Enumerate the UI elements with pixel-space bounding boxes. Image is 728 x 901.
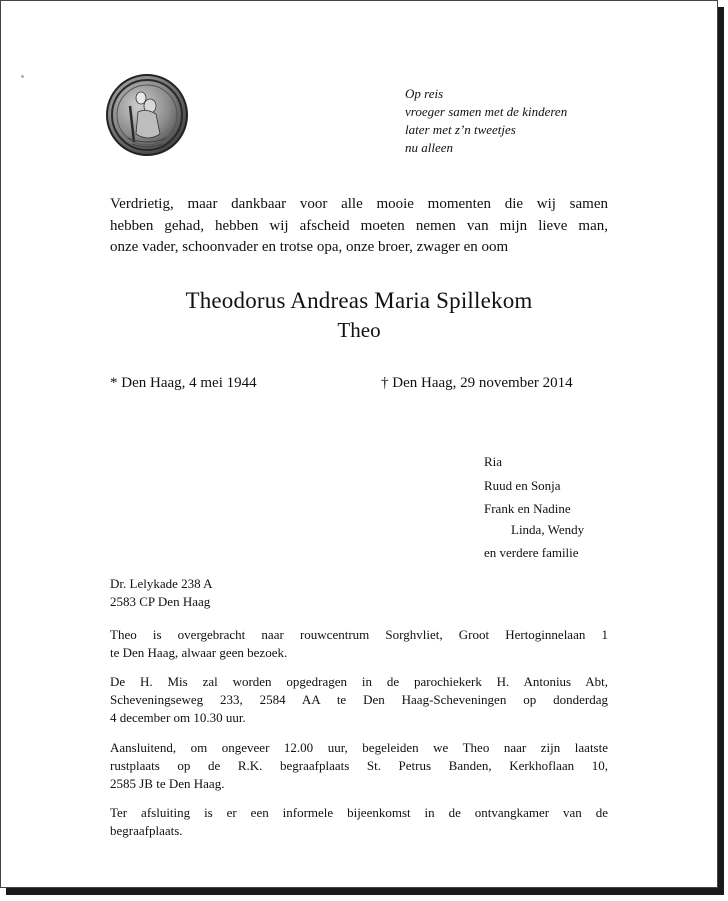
paragraph-transfer <box>110 626 608 662</box>
deceased-full-name: Theodorus Andreas Maria Spillekom <box>185 288 533 313</box>
paragraph-line: Scheveningseweg 233, 2584 AA te Den Haag-Scheveningen op donderdag <box>110 692 608 707</box>
paragraph-gathering <box>110 804 608 840</box>
speck <box>21 75 24 78</box>
intro-line: onze vader, schoonvader en trotse opa, onze broer, zwager en oom <box>110 239 509 255</box>
paragraph-line: 4 december om 10.30 uur. <box>110 710 246 725</box>
poem <box>405 85 567 157</box>
family-member: Ria <box>484 454 503 469</box>
paragraph-line: De H. Mis zal worden opgedragen in de parochiekerk H. Antonius Abt, <box>110 674 608 689</box>
birth-info: * Den Haag, 4 mei 1944 <box>110 375 257 391</box>
intro-line: hebben gehad, hebben wij afscheid moeten nemen van mijn lieve man, <box>110 217 608 234</box>
intro-line: Verdrietig, maar dankbaar voor alle mooie momenten die wij samen <box>110 196 608 212</box>
poem-line: Op reis <box>405 86 444 101</box>
paragraph-line: 2585 JB te Den Haag. <box>110 776 225 791</box>
family-member: Frank en Nadine <box>484 501 571 516</box>
saint-christopher-medal-icon <box>106 74 188 156</box>
family-member: Ruud en Sonja <box>484 477 561 493</box>
family-member: Linda, Wendy <box>511 521 585 537</box>
family-member: en verdere familie <box>484 545 579 560</box>
poem-line: later met z’n tweetjes <box>405 122 516 137</box>
deceased-nickname: Theo <box>337 318 381 342</box>
paragraph-line: Ter afsluiting is er een informele bijeenkomst in de ontvangkamer van de <box>110 805 608 820</box>
paragraph-mass <box>110 673 608 727</box>
death-info: † Den Haag, 29 november 2014 <box>381 375 573 391</box>
paragraph-line: te Den Haag, alwaar geen bezoek. <box>110 645 288 660</box>
paragraph-line: Theo is overgebracht naar rouwcentrum Sorghvliet, Groot Hertoginnelaan 1 <box>110 627 608 642</box>
address-line: 2583 CP Den Haag <box>110 594 211 609</box>
address-line: Dr. Lelykade 238 A <box>110 576 213 591</box>
intro-text <box>110 194 608 259</box>
poem-line: vroeger samen met de kinderen <box>405 104 568 119</box>
paragraph-burial <box>110 739 608 793</box>
correspondence-address <box>110 575 213 611</box>
paragraph-line: rustplaats op de R.K. begraafplaats St. Petrus Banden, Kerkhoflaan 10, <box>110 758 608 773</box>
family-list <box>484 452 584 564</box>
paragraph-line: begraafplaats. <box>110 823 183 838</box>
paragraph-line: Aansluitend, om ongeveer 12.00 uur, begeleiden we Theo naar zijn laatste <box>110 740 608 755</box>
poem-line: nu alleen <box>405 140 454 155</box>
